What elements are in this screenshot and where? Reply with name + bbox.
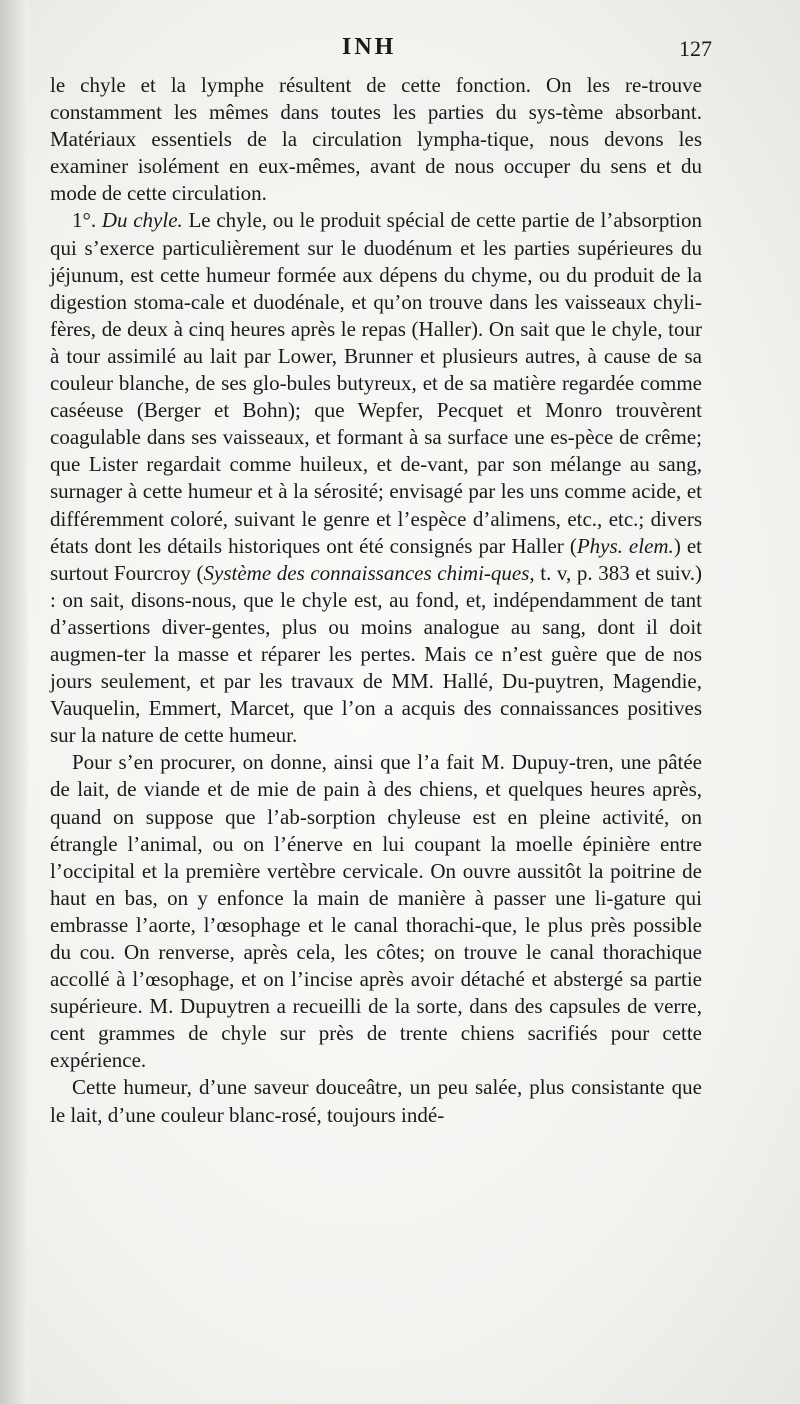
text-run: , t. v, p. 383 et suiv.) : on sait, disons-nous, que le chyle est, au fond, et, indépendamment de tant d’assertions diver-gentes, plus ou moins analogue au sang, dont il doit augmen-ter la masse et réparer les pertes. Mais ce n’est guère que de nos jours seulement, et par les travaux de MM. Hallé, Du-puytren, Magendie, Vauquelin, Emmert, Marcet, que l’on a acquis des connaissances positives sur la nature de cette humeur.: [50, 560, 702, 748]
text-run: le chyle et la lymphe résultent de cette fonction. On les re-trouve constamment les mêmes dans toutes les parties du sys-tème absorbant. Matériaux essentiels de la circulation lympha-tique, nous devons les examiner isolément en eux-mêmes, avant de nous occuper du sens et du mode de cette circulation.: [50, 73, 702, 206]
text-run: 1°.: [72, 208, 102, 233]
paragraph: [50, 1074, 702, 1128]
text-run: Cette humeur, d’une saveur douceâtre, un peu salée, plus consistante que le lait, d’une couleur blanc-rosé, toujours indé-: [50, 1075, 702, 1127]
text-run: Pour s’en procurer, on donne, ainsi que l’a fait M. Dupuy-tren, une pâtée de lait, de viande et de mie de pain à des chiens, et quelques heures après, quand on suppose que l’ab-sorption chyleuse est en pleine activité, on étrangle l’animal, ou on l’énerve en lui coupant la moelle épinière entre l’occipital et la première vertèbre cervicale. On ouvre aussitôt la poitrine de haut en bas, on y enfonce la main de manière à passer une li-gature qui embrasse l’aorte, l’œsophage et le canal thorachi-que, le plus près possible du cou. On renverse, après cela, les côtes; on trouve le canal thorachique accollé à l’œsophage, et on l’incise après avoir détaché et abstergé sa partie supérieure. M. Dupuytren a recueilli de la sorte, dans des capsules de verre, cent grammes de chyle sur près de trente chiens sacrifiés pour cette expérience.: [50, 750, 702, 1073]
italic-text: Phys. elem.: [576, 533, 674, 558]
page-spine-shadow: [0, 0, 28, 1404]
paragraph: [50, 72, 702, 207]
italic-text: Système des connaissances chimi-ques: [203, 560, 530, 585]
body-text: [50, 72, 702, 1129]
page-header: [52, 32, 712, 72]
italic-text: Du chyle.: [101, 208, 183, 233]
paragraph: [50, 749, 702, 1074]
running-head: INH: [342, 34, 397, 60]
page-number: 127: [679, 36, 712, 61]
text-run: ) et surtout Fourcroy (: [50, 533, 702, 585]
paragraph: [50, 207, 702, 749]
text-run: Le chyle, ou le produit spécial de cette partie de l’absorption qui s’exerce particulièrement sur le duodénum et les parties supérieures du jéjunum, est cette humeur formée aux dépens du chyme, ou du produit de la digestion stoma-cale et duodénale, et qu’on trouve dans les vaisseaux chyli-fères, de deux à cinq heures après le repas (Haller). On sait que le chyle, tour à tour assimilé au lait par Lower, Brunner et plusieurs autres, à cause de sa couleur blanche, de ses glo-bules butyreux, et de sa matière regardée comme caséeuse (Berger et Bohn); que Wepfer, Pecquet et Monro trouvèrent coagulable dans ses vaisseaux, et formant à sa surface une es-pèce de crême; que Lister regardait comme huileux, et de-vant, par son mélange au sang, surnager à cette humeur et à la sérosité; envisagé par les uns comme acide, et différemment coloré, suivant le genre et l’espèce d’alimens, etc., etc.; divers états dont les détails historiques ont été consignés par Haller (: [50, 208, 703, 558]
